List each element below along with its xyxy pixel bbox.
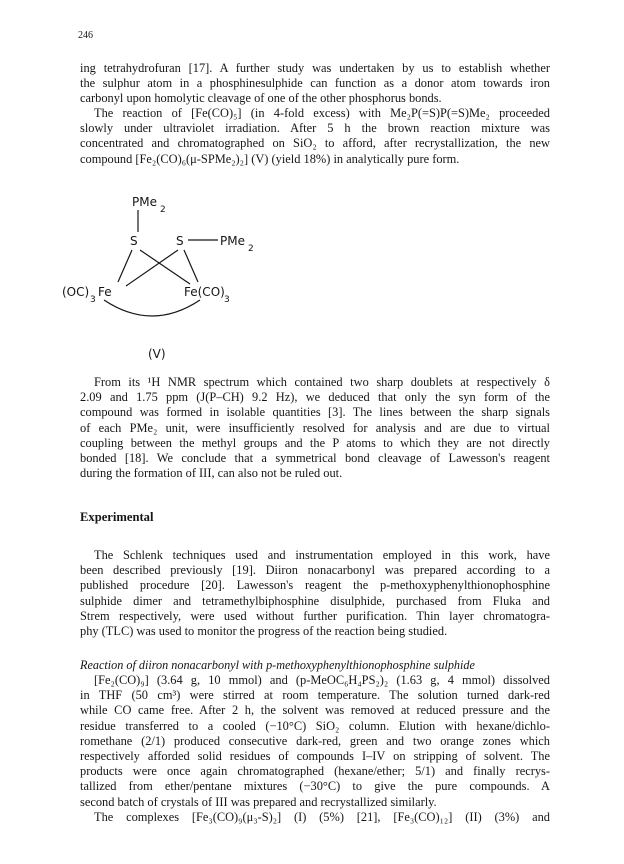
text-line: during the formation of III, can also not be ruled out. [80, 466, 343, 481]
text-line: coupling between the methyl groups and the P atoms to which they are not directly [80, 435, 550, 450]
atom-fe-left: Fe [98, 285, 112, 299]
text-line: in THF (50 cm³) were stirred at room temperature. The solution turned dark-red [80, 688, 550, 703]
text-line: tallized from ether/pentane mixtures (−30°C) to give the pure compounds. A [80, 779, 550, 794]
atom-s-left: S [130, 234, 138, 248]
nmr-paragraph [80, 375, 550, 481]
text-line: phy (TLC) was used to monitor the progress of the reaction being studied. [80, 624, 448, 639]
atom-fe-right: Fe(CO) [184, 285, 225, 299]
atom-s-right: S [176, 234, 184, 248]
text-line: published procedure [20]. Lawesson's reagent the p-methoxyphenylthionophosphine [80, 578, 550, 593]
text-line: compound was formed in isolable quantities [3]. The lines between the sharp signals [80, 405, 550, 420]
compound-label: (V) [148, 347, 166, 361]
atom-fe-left-ligands: (OC) [62, 285, 90, 299]
text-line: The reaction of [Fe(CO)₅] (in 4-fold excess) with Me₂P(=S)P(=S)Me₂ proceeded [94, 106, 550, 120]
text-line: been described previously [19]. Diiron nonacarbonyl was prepared according to a [80, 563, 550, 578]
bond-sl-fel [118, 250, 132, 282]
section-heading-experimental: Experimental [80, 510, 154, 524]
bond-sr-fer [184, 250, 198, 282]
text-line: residue transferred to a cooled (−10°C) SiO₂ column. Elution with hexane/dichlo- [80, 718, 550, 733]
bond-sr-fel [126, 250, 178, 286]
page-number: 246 [78, 30, 93, 41]
atom-pme2-right: PMe [220, 234, 245, 248]
reaction-paragraph [80, 106, 550, 167]
text-line: slowly under ultraviolet irradiation. After 5 h the brown reaction mixture was [80, 121, 550, 136]
bond-sl-fer [140, 250, 190, 284]
subsection-heading: Reaction of diiron nonacarbonyl with p-methoxyphenylthionophosphine sulphide [80, 658, 475, 672]
procedure-paragraph [80, 673, 550, 825]
atom-pme2-top: PMe [132, 195, 157, 209]
text-line: Strem respectively, were used without further purification. Thin layer chromatogra- [80, 608, 550, 623]
text-line: of each PMe₂ unit, were insufficiently resolved for analysis and are due to virtual [80, 420, 550, 435]
atom-pme2-top-subscript: 2 [160, 205, 166, 215]
text-line: [Fe₂(CO)₉] (3.64 g, 10 mmol) and (p-MeOC₆H₄PS₂)₂ (1.63 g, 4 mmol) dissolved [94, 673, 550, 687]
text-line: bonded [18]. We conclude that a symmetrical bond cleavage of Lawesson's reagent [80, 451, 550, 466]
text-line: the sulphur atom in a phosphinesulphide can function as a donor atom towards iron [80, 76, 550, 91]
text-line: sulphide dimer and tetramethylbiphosphine disulphide, purchased from Fluka and [80, 593, 550, 608]
atom-pme2-right-subscript: 2 [248, 244, 254, 254]
text-line: carbonyl upon homolytic cleavage of one of the other phosphorus bonds. [80, 91, 442, 106]
text-line: second batch of crystals of III was prepared and recrystallized similarly. [80, 794, 437, 809]
text-line: products were once again chromatographed (hexane/ether; 5/1) and finally recrys- [80, 764, 550, 779]
chemical-structure-diagram [60, 190, 320, 360]
text-line: compound [Fe₂(CO)₆(μ-SPMe₂)₂] (V) (yield 18%) in analytically pure form. [80, 151, 460, 166]
text-line: The complexes [Fe₃(CO)₉(μ₃-S)₂] (I) (5%) [21], [Fe₃(CO)₁₂] (II) (3%) and [94, 809, 550, 824]
atom-fe-left-subscript: 3 [90, 295, 96, 305]
text-line: From its ¹H NMR spectrum which contained two sharp doublets at respectively δ [94, 375, 550, 389]
text-line: The Schlenk techniques used and instrumentation employed in this work, have [94, 548, 550, 562]
text-line: romethane (2/1) produced consecutive dark-red, green and two orange zones which [80, 733, 550, 748]
text-line: respectively afforded solid residues of compounds I–IV on stripping of solvent. The [80, 749, 550, 764]
text-line: ing tetrahydrofuran [17]. A further study was undertaken by us to establish whether [80, 61, 550, 75]
text-line: concentrated and chromatographed on SiO₂ to afford, after recrystallization, the new [80, 136, 550, 151]
atom-fe-right-subscript: 3 [224, 295, 230, 305]
intro-paragraph [80, 61, 550, 107]
text-line: while CO came free. After 2 h, the solvent was removed at reduced pressure and the [80, 703, 550, 718]
text-line: 2.09 and 1.75 ppm (J(P–CH) 9.2 Hz), we deduced that only the syn form of the [80, 390, 550, 405]
experimental-paragraph [80, 548, 550, 639]
bond-fe-fe [104, 300, 200, 316]
